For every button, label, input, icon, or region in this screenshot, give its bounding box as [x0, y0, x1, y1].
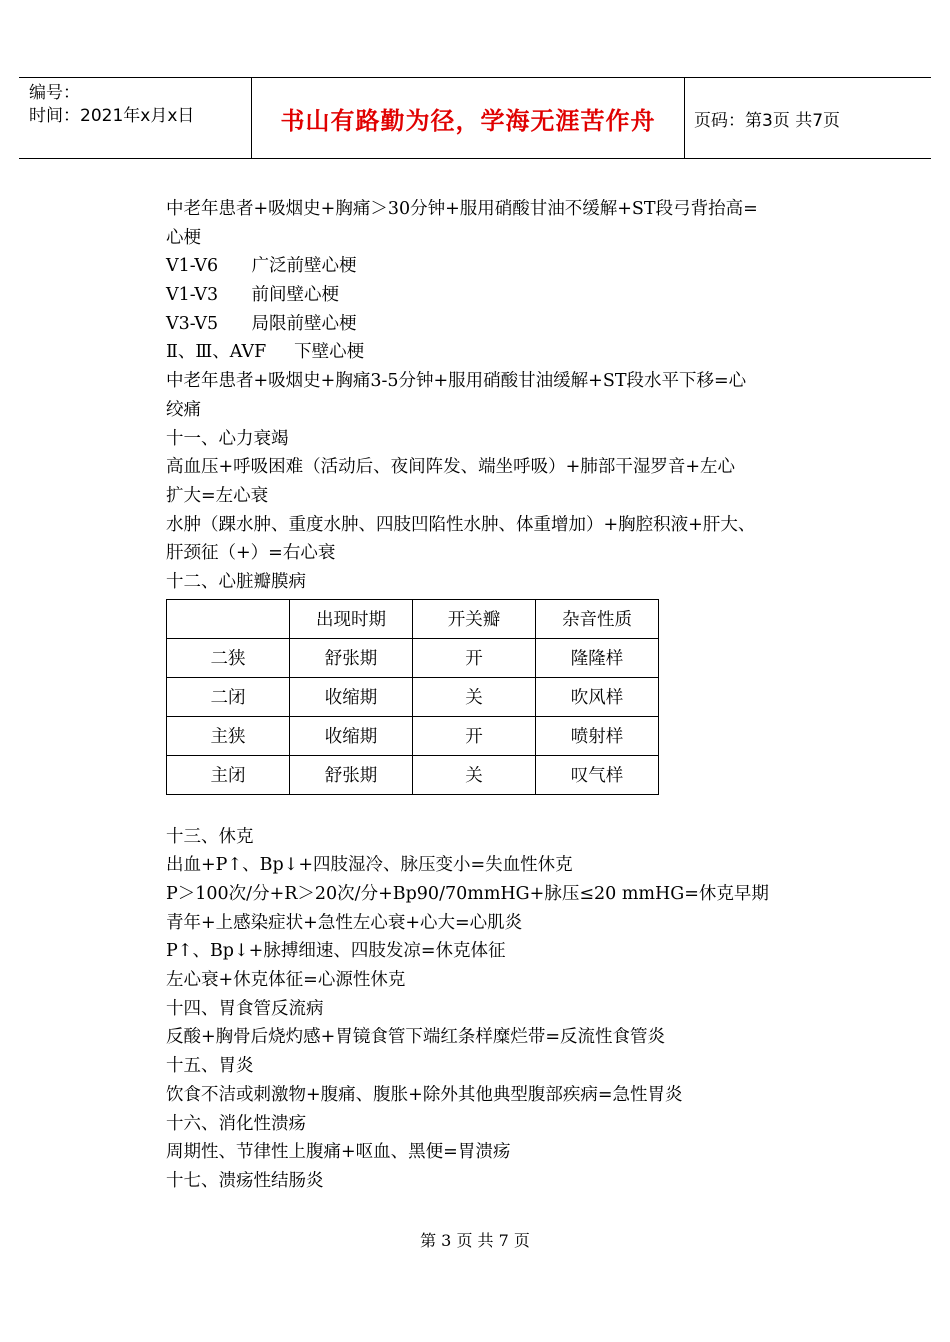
- table-cell: 开: [413, 638, 536, 677]
- text-line: 周期性、节律性上腹痛+呕血、黑便=胃溃疡: [166, 1142, 511, 1163]
- table-row: [167, 716, 659, 755]
- section-heading: 十四、胃食管反流病: [166, 998, 324, 1019]
- table-cell: 主狭: [167, 716, 290, 755]
- text-line: 中老年患者+吸烟史+胸痛＞30分钟+服用硝酸甘油不缓解+ST段弓背抬高=: [166, 199, 758, 219]
- table-cell: 主闭: [167, 755, 290, 794]
- text-block-bottom: [166, 823, 806, 1196]
- table-header-cell: 出现时期: [290, 599, 413, 638]
- text-line: 高血压+呼吸困难（活动后、夜间阵发、端坐呼吸）+肺部干湿罗音+左心: [166, 457, 735, 478]
- text-line: 饮食不洁或刺激物+腹痛、腹胀+除外其他典型腹部疾病=急性胃炎: [166, 1084, 683, 1105]
- table-cell: 关: [413, 755, 536, 794]
- table-row: [167, 677, 659, 716]
- document-body: [166, 195, 806, 1196]
- table-cell: 喷射样: [536, 716, 659, 755]
- table-cell: 吹风样: [536, 677, 659, 716]
- page-footer: [0, 1228, 950, 1251]
- header-motto-cell: [251, 78, 685, 158]
- text-line: 水肿（踝水肿、重度水肿、四肢凹陷性水肿、体重增加）+胸腔积液+肝大、: [166, 514, 756, 535]
- table-header-cell: 杂音性质: [536, 599, 659, 638]
- table-cell: 舒张期: [290, 755, 413, 794]
- document-time-label: 时间：2021年x月x日: [29, 106, 195, 126]
- section-heading: 十一、心力衰竭: [166, 428, 289, 449]
- section-heading: 十六、消化性溃疡: [166, 1113, 306, 1134]
- text-line: Ⅱ、Ⅲ、AVF 下壁心梗: [166, 342, 365, 363]
- text-line: V3-V5 局限前壁心梗: [166, 313, 357, 334]
- table-cell: 隆隆样: [536, 638, 659, 677]
- document-number-label: 编号：: [29, 83, 80, 103]
- section-heading: 十二、心脏瓣膜病: [166, 571, 306, 592]
- table-row: [167, 755, 659, 794]
- text-line: 青年+上感染症状+急性左心衰+心大=心肌炎: [166, 912, 523, 933]
- section-heading: 十七、溃疡性结肠炎: [166, 1170, 324, 1191]
- table-cell: 二闭: [167, 677, 290, 716]
- section-heading: 十五、胃炎: [166, 1056, 254, 1077]
- text-line: V1-V3 前间壁心梗: [166, 285, 340, 306]
- table-header-cell: [167, 599, 290, 638]
- text-line: 扩大=左心衰: [166, 485, 269, 506]
- section-heading: 十三、休克: [166, 826, 254, 847]
- text-line: V1-V6 广泛前壁心梗: [166, 256, 357, 277]
- table-header-cell: 开关瓣: [413, 599, 536, 638]
- table-row: [167, 638, 659, 677]
- page-info: 页码：第3页 共7页: [694, 110, 841, 131]
- table-header-row: [167, 599, 659, 638]
- table-cell: 关: [413, 677, 536, 716]
- text-line: P＞100次/分+R＞20次/分+Bp90/70mmHG+脉压≤20 mmHG=休克早期: [166, 884, 769, 904]
- text-line: 出血+P↑、Bp↓+四肢湿冷、脉压变小=失血性休克: [166, 855, 573, 876]
- table-cell: 叹气样: [536, 755, 659, 794]
- text-line: 肝颈征（+）=右心衰: [166, 543, 336, 564]
- text-line: P↑、Bp↓+脉搏细速、四肢发凉=休克体征: [166, 941, 506, 962]
- table-cell: 收缩期: [290, 677, 413, 716]
- text-line: 中老年患者+吸烟史+胸痛3-5分钟+服用硝酸甘油缓解+ST段水平下移=心: [166, 371, 747, 392]
- table-cell: 二狭: [167, 638, 290, 677]
- valve-disease-table: [166, 599, 659, 795]
- header-meta: [19, 78, 251, 158]
- text-line: 左心衰+休克体征=心源性休克: [166, 970, 406, 991]
- table-cell: 开: [413, 716, 536, 755]
- text-block-top: [166, 195, 806, 597]
- motto-text: 书山有路勤为径，学海无涯苦作舟: [280, 106, 656, 135]
- table-cell: 舒张期: [290, 638, 413, 677]
- text-line: 绞痛: [166, 399, 201, 420]
- text-line: 反酸+胸骨后烧灼感+胃镜食管下端红条样糜烂带=反流性食管炎: [166, 1027, 665, 1048]
- page-header: [19, 77, 931, 159]
- header-page-cell: [684, 78, 931, 158]
- text-line: 心梗: [166, 227, 201, 248]
- footer-page-number: 第 3 页 共 7 页: [420, 1231, 530, 1250]
- table-cell: 收缩期: [290, 716, 413, 755]
